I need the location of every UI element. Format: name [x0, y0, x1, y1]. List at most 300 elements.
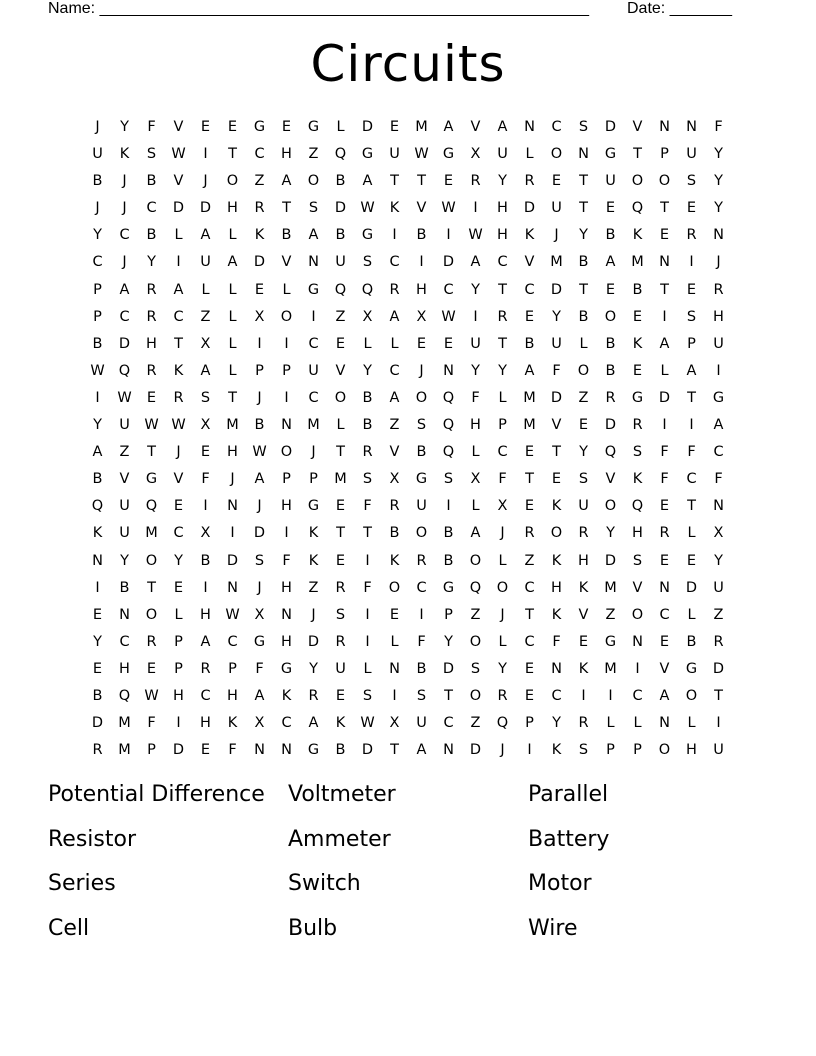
grid-letter: R — [497, 308, 508, 325]
grid-letter: C — [659, 606, 670, 623]
grid-letter: Q — [469, 579, 482, 596]
grid-letter: E — [443, 173, 454, 190]
grid-letter: D — [442, 660, 455, 677]
grid-letter: R — [470, 173, 481, 190]
grid-letter: D — [334, 200, 347, 217]
grid-letter: Y — [363, 362, 372, 379]
grid-letter: R — [524, 173, 535, 190]
grid-letter: Y — [444, 633, 453, 650]
grid-letter: B — [578, 308, 589, 325]
grid-row — [84, 358, 732, 385]
grid-letter: J — [419, 362, 424, 379]
grid-letter: U — [416, 498, 427, 515]
grid-letter: C — [632, 687, 643, 704]
grid-letter: V — [416, 200, 427, 217]
grid-letter: T — [714, 687, 723, 704]
grid-letter: Z — [308, 579, 319, 596]
grid-letter: Y — [714, 552, 723, 569]
grid-letter: I — [473, 200, 478, 217]
grid-letter: E — [200, 444, 211, 461]
grid-letter: L — [390, 633, 399, 650]
grid-letter: Y — [714, 146, 723, 163]
grid-letter: E — [686, 281, 697, 298]
grid-letter: I — [392, 227, 397, 244]
grid-letter: K — [551, 742, 562, 759]
grid-letter: H — [200, 606, 211, 623]
grid-letter: J — [311, 444, 316, 461]
grid-letter: L — [174, 227, 183, 244]
grid-letter: B — [443, 552, 454, 569]
grid-letter: V — [524, 254, 535, 271]
grid-letter: Y — [309, 660, 318, 677]
grid-letter: B — [605, 227, 616, 244]
grid-letter: D — [226, 552, 239, 569]
grid-letter: R — [335, 633, 346, 650]
grid-letter: T — [498, 335, 507, 352]
grid-letter: W — [252, 444, 267, 461]
grid-letter: D — [253, 254, 266, 271]
grid-letter: R — [362, 444, 373, 461]
grid-letter: D — [172, 200, 185, 217]
grid-letter: O — [280, 444, 293, 461]
grid-letter: N — [443, 742, 454, 759]
grid-letter: L — [471, 444, 480, 461]
grid-letter: O — [550, 525, 563, 542]
grid-letter: V — [173, 173, 184, 190]
grid-letter: I — [689, 254, 694, 271]
grid-letter: C — [200, 687, 211, 704]
page-title: Circuits — [310, 35, 506, 93]
grid-letter: D — [604, 552, 617, 569]
grid-letter: O — [469, 633, 482, 650]
grid-letter: M — [604, 660, 617, 677]
grid-letter: N — [659, 254, 670, 271]
grid-letter: N — [632, 633, 643, 650]
grid-letter: D — [469, 742, 482, 759]
grid-letter: E — [632, 308, 643, 325]
grid-letter: P — [525, 715, 534, 732]
grid-letter: I — [446, 498, 451, 515]
grid-letter: C — [146, 200, 157, 217]
grid-letter: B — [605, 335, 616, 352]
grid-letter: E — [632, 362, 643, 379]
grid-letter: Q — [631, 200, 644, 217]
grid-letter: Z — [578, 389, 589, 406]
grid-letter: Q — [604, 444, 617, 461]
grid-letter: N — [443, 362, 454, 379]
grid-letter: N — [713, 498, 724, 515]
grid-letter: Y — [120, 552, 129, 569]
grid-letter: S — [416, 417, 427, 434]
grid-letter: G — [307, 498, 320, 515]
grid-letter: X — [389, 715, 400, 732]
grid-letter: H — [173, 687, 184, 704]
grid-letter: I — [419, 606, 424, 623]
grid-letter: L — [228, 281, 237, 298]
grid-letter: E — [254, 281, 265, 298]
grid-letter: B — [254, 417, 265, 434]
grid-letter: I — [365, 552, 370, 569]
word-list — [48, 778, 768, 956]
grid-letter: X — [416, 308, 427, 325]
grid-letter: F — [363, 498, 372, 515]
grid-letter: F — [147, 715, 156, 732]
grid-letter: B — [443, 525, 454, 542]
grid-letter: L — [174, 606, 183, 623]
grid-letter: X — [200, 525, 211, 542]
grid-letter: X — [200, 417, 211, 434]
grid-letter: H — [146, 335, 157, 352]
word-list-item: Motor — [528, 871, 592, 896]
grid-letter: K — [632, 471, 643, 488]
grid-letter: O — [631, 606, 644, 623]
grid-letter: U — [92, 146, 103, 163]
grid-letter: T — [390, 173, 399, 190]
grid-letter: B — [578, 254, 589, 271]
grid-letter: A — [443, 119, 454, 135]
grid-letter: C — [173, 525, 184, 542]
grid-letter: E — [605, 200, 616, 217]
grid-letter: U — [551, 335, 562, 352]
grid-letter: L — [579, 335, 588, 352]
grid-letter: R — [146, 308, 157, 325]
grid-letter: T — [633, 146, 642, 163]
grid-letter: J — [554, 227, 559, 244]
grid-letter: P — [282, 362, 291, 379]
grid-letter: M — [307, 417, 320, 434]
grid-row — [84, 277, 732, 304]
grid-letter: E — [335, 552, 346, 569]
grid-letter: G — [307, 742, 320, 759]
grid-letter: H — [578, 552, 589, 569]
grid-letter: E — [524, 498, 535, 515]
grid-letter: I — [689, 417, 694, 434]
grid-letter: T — [228, 146, 237, 163]
grid-letter: C — [416, 579, 427, 596]
grid-row — [84, 222, 732, 249]
grid-letter: Z — [308, 146, 319, 163]
grid-letter: J — [122, 254, 127, 271]
grid-letter: L — [633, 715, 642, 732]
grid-letter: I — [365, 606, 370, 623]
grid-letter: J — [716, 254, 721, 271]
grid-letter: B — [200, 552, 211, 569]
grid-letter: D — [604, 417, 617, 434]
grid-letter: I — [311, 308, 316, 325]
grid-letter: P — [444, 606, 453, 623]
word-search-grid — [84, 114, 732, 764]
grid-row — [84, 656, 732, 683]
grid-letter: E — [524, 308, 535, 325]
grid-letter: T — [660, 200, 669, 217]
grid-letter: I — [203, 579, 208, 596]
grid-letter: R — [173, 389, 184, 406]
grid-letter: P — [174, 660, 183, 677]
grid-letter: V — [659, 660, 670, 677]
word-list-item: Battery — [528, 826, 610, 852]
grid-letter: V — [389, 444, 400, 461]
grid-row — [84, 737, 732, 764]
grid-letter: T — [525, 471, 534, 488]
grid-letter: Y — [93, 417, 102, 434]
grid-letter: Q — [118, 362, 131, 379]
grid-letter: C — [119, 227, 130, 244]
grid-letter: B — [416, 227, 427, 244]
grid-letter: S — [362, 471, 373, 488]
grid-letter: S — [578, 119, 589, 135]
grid-letter: S — [632, 444, 643, 461]
grid-letter: Q — [118, 687, 131, 704]
grid-letter: O — [550, 146, 563, 163]
grid-letter: P — [228, 660, 237, 677]
grid-letter: B — [92, 687, 103, 704]
grid-letter: A — [686, 362, 697, 379]
grid-letter: U — [605, 173, 616, 190]
grid-letter: D — [91, 715, 104, 732]
grid-letter: K — [551, 606, 562, 623]
grid-row — [84, 710, 732, 737]
grid-letter: I — [716, 715, 721, 732]
grid-letter: W — [90, 362, 105, 379]
grid-letter: I — [662, 308, 667, 325]
grid-row — [84, 168, 732, 195]
grid-letter: L — [228, 227, 237, 244]
grid-row — [84, 520, 732, 547]
grid-letter: O — [577, 362, 590, 379]
grid-letter: L — [498, 633, 507, 650]
grid-letter: C — [389, 362, 400, 379]
grid-letter: A — [659, 687, 670, 704]
grid-letter: E — [227, 119, 238, 135]
grid-letter: T — [336, 525, 345, 542]
grid-letter: B — [92, 335, 103, 352]
grid-letter: Q — [334, 281, 347, 298]
grid-letter: F — [498, 471, 507, 488]
grid-letter: C — [524, 579, 535, 596]
grid-letter: L — [228, 335, 237, 352]
grid-letter: E — [686, 552, 697, 569]
grid-letter: M — [550, 254, 563, 271]
grid-letter: U — [470, 335, 481, 352]
grid-letter: K — [632, 335, 643, 352]
grid-letter: M — [334, 471, 347, 488]
grid-letter: S — [686, 173, 697, 190]
grid-letter: Q — [631, 498, 644, 515]
grid-letter: F — [363, 579, 372, 596]
grid-letter: B — [416, 660, 427, 677]
grid-letter: E — [443, 335, 454, 352]
grid-letter: D — [172, 742, 185, 759]
grid-letter: O — [469, 552, 482, 569]
grid-letter: Y — [174, 552, 183, 569]
grid-letter: R — [686, 227, 697, 244]
grid-letter: E — [335, 335, 346, 352]
grid-letter: Y — [471, 362, 480, 379]
grid-letter: V — [173, 119, 184, 135]
grid-letter: C — [119, 308, 130, 325]
grid-letter: T — [174, 335, 183, 352]
grid-row — [84, 114, 732, 141]
grid-letter: I — [95, 389, 100, 406]
grid-letter: E — [659, 227, 670, 244]
grid-letter: P — [255, 362, 264, 379]
grid-letter: I — [662, 417, 667, 434]
grid-letter: S — [578, 742, 589, 759]
grid-letter: C — [497, 254, 508, 271]
grid-letter: C — [497, 444, 508, 461]
grid-letter: S — [200, 389, 211, 406]
grid-row — [84, 385, 732, 412]
grid-letter: Q — [442, 389, 455, 406]
grid-letter: R — [632, 417, 643, 434]
grid-letter: B — [362, 389, 373, 406]
grid-letter: S — [632, 552, 643, 569]
grid-letter: E — [551, 471, 562, 488]
grid-letter: Z — [470, 715, 481, 732]
grid-row — [84, 629, 732, 656]
grid-letter: Y — [93, 633, 102, 650]
grid-letter: R — [416, 552, 427, 569]
grid-letter: X — [470, 471, 481, 488]
grid-letter: N — [713, 227, 724, 244]
grid-letter: R — [308, 687, 319, 704]
grid-letter: O — [307, 173, 320, 190]
grid-letter: Y — [93, 227, 102, 244]
grid-row — [84, 493, 732, 520]
grid-letter: G — [280, 660, 293, 677]
grid-letter: K — [551, 498, 562, 515]
grid-letter: F — [552, 362, 561, 379]
grid-letter: M — [118, 742, 131, 759]
grid-letter: G — [361, 146, 374, 163]
grid-letter: I — [635, 660, 640, 677]
grid-letter: K — [524, 227, 535, 244]
grid-letter: I — [230, 525, 235, 542]
grid-letter: D — [604, 119, 617, 135]
grid-letter: T — [444, 687, 453, 704]
grid-letter: I — [95, 579, 100, 596]
grid-letter: Y — [552, 715, 561, 732]
grid-letter: T — [228, 389, 237, 406]
grid-letter: N — [686, 119, 697, 135]
grid-row — [84, 548, 732, 575]
grid-letter: A — [200, 362, 211, 379]
grid-letter: K — [173, 362, 184, 379]
grid-letter: L — [363, 335, 372, 352]
grid-letter: J — [95, 119, 100, 135]
grid-letter: D — [307, 633, 320, 650]
grid-letter: J — [500, 606, 505, 623]
grid-row — [84, 195, 732, 222]
grid-letter: V — [632, 119, 643, 135]
grid-letter: I — [527, 742, 532, 759]
grid-letter: I — [284, 335, 289, 352]
grid-letter: G — [604, 633, 617, 650]
grid-letter: S — [416, 687, 427, 704]
grid-letter: H — [686, 742, 697, 759]
grid-letter: J — [203, 173, 208, 190]
grid-letter: O — [604, 308, 617, 325]
grid-letter: J — [176, 444, 181, 461]
grid-letter: O — [631, 173, 644, 190]
grid-letter: K — [254, 227, 265, 244]
grid-letter: N — [551, 660, 562, 677]
grid-row — [84, 439, 732, 466]
grid-letter: K — [389, 552, 400, 569]
grid-letter: R — [389, 498, 400, 515]
grid-letter: W — [360, 715, 375, 732]
grid-letter: K — [281, 687, 292, 704]
grid-letter: S — [308, 200, 319, 217]
grid-letter: N — [578, 146, 589, 163]
grid-letter: R — [659, 525, 670, 542]
grid-letter: I — [446, 227, 451, 244]
grid-letter: Z — [200, 308, 211, 325]
grid-letter: Z — [470, 606, 481, 623]
grid-letter: Q — [91, 498, 104, 515]
grid-letter: O — [469, 687, 482, 704]
grid-letter: R — [200, 660, 211, 677]
grid-letter: G — [442, 579, 455, 596]
grid-letter: W — [441, 308, 456, 325]
grid-letter: E — [551, 173, 562, 190]
grid-letter: Y — [714, 173, 723, 190]
grid-letter: W — [171, 417, 186, 434]
grid-letter: R — [146, 281, 157, 298]
grid-letter: N — [281, 606, 292, 623]
grid-letter: T — [282, 200, 291, 217]
grid-letter: E — [92, 606, 103, 623]
grid-letter: P — [93, 281, 102, 298]
grid-letter: I — [176, 715, 181, 732]
grid-letter: L — [471, 498, 480, 515]
grid-letter: A — [308, 227, 319, 244]
grid-letter: X — [254, 606, 265, 623]
grid-letter: D — [550, 389, 563, 406]
grid-letter: T — [498, 281, 507, 298]
grid-letter: C — [92, 254, 103, 271]
grid-letter: K — [335, 715, 346, 732]
grid-letter: D — [253, 525, 266, 542]
grid-letter: Y — [579, 227, 588, 244]
grid-letter: N — [659, 579, 670, 596]
grid-letter: L — [201, 281, 210, 298]
word-list-item: Voltmeter — [288, 782, 396, 807]
date-field: Date: _______ — [627, 0, 732, 17]
grid-letter: N — [281, 742, 292, 759]
grid-letter: H — [632, 525, 643, 542]
grid-letter: A — [605, 254, 616, 271]
grid-letter: R — [146, 362, 157, 379]
grid-letter: F — [417, 633, 426, 650]
grid-letter: G — [145, 471, 158, 488]
grid-letter: W — [144, 417, 159, 434]
word-list-item: Ammeter — [288, 826, 391, 852]
grid-letter: V — [632, 579, 643, 596]
grid-letter: B — [335, 173, 346, 190]
grid-letter: B — [281, 227, 292, 244]
grid-letter: B — [146, 227, 157, 244]
grid-letter: N — [524, 119, 535, 135]
grid-letter: M — [145, 525, 158, 542]
grid-letter: A — [470, 525, 481, 542]
grid-letter: T — [687, 389, 696, 406]
grid-letter: O — [658, 742, 671, 759]
grid-letter: K — [578, 660, 589, 677]
grid-letter: U — [335, 660, 346, 677]
grid-letter: E — [173, 579, 184, 596]
grid-letter: L — [687, 606, 696, 623]
